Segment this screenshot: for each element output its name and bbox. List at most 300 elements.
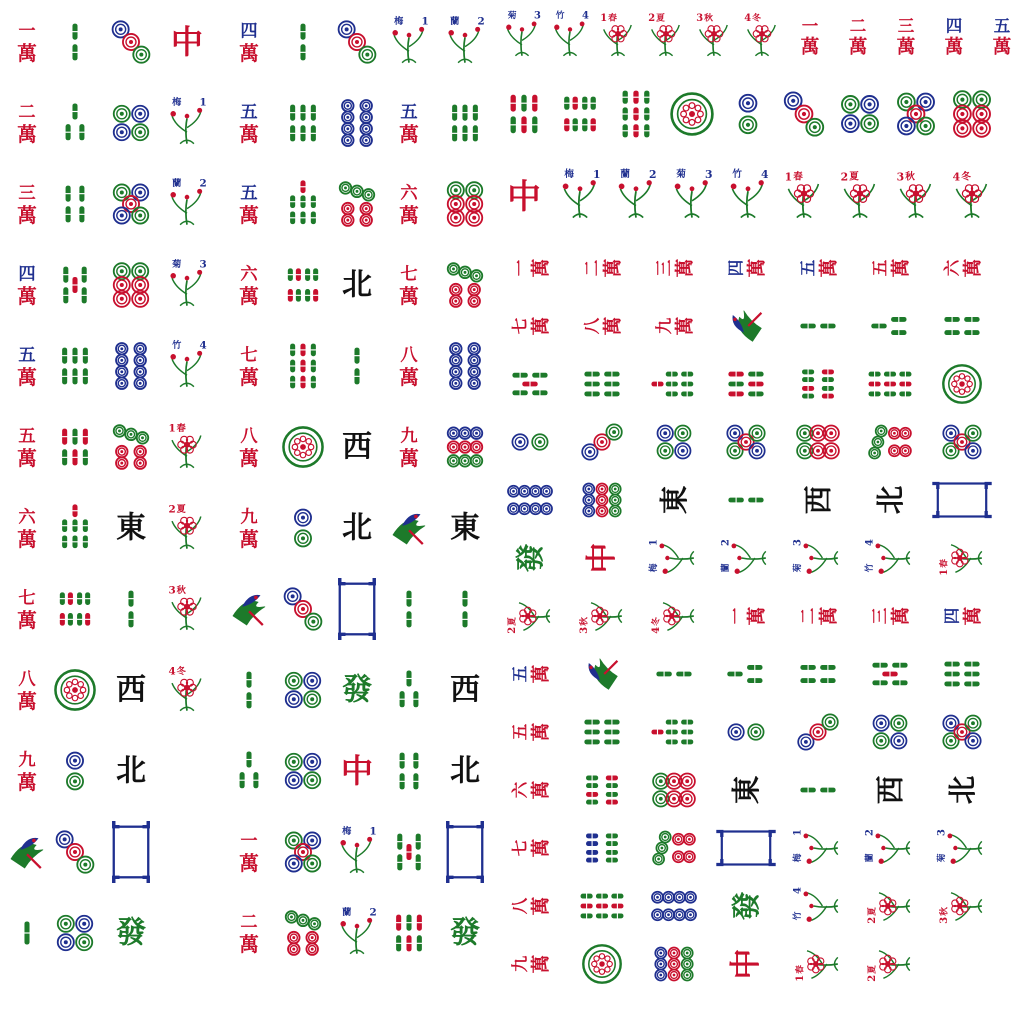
mahjong-tile-fs4[interactable] [644, 594, 704, 638]
mahjong-tile-fs2[interactable] [164, 492, 210, 564]
mahjong-tile-white[interactable] [108, 816, 154, 888]
dot [610, 484, 621, 495]
mahjong-tile-s6r[interactable] [386, 897, 432, 969]
tile-face [442, 87, 488, 159]
mahjong-tile-p3[interactable] [572, 420, 632, 464]
mahjong-tile-m5[interactable] [788, 246, 848, 290]
dot [450, 295, 462, 307]
bamboo-stick [84, 592, 91, 605]
north-wind-glyph: 北 [342, 510, 372, 546]
mahjong-tile-s3[interactable] [52, 87, 98, 159]
mahjong-tile-m6[interactable] [386, 168, 432, 240]
mahjong-tile-s9[interactable] [280, 330, 326, 402]
tile-face [108, 330, 154, 402]
mahjong-tile-west[interactable] [442, 654, 488, 726]
mahjong-tile-s7[interactable] [52, 492, 98, 564]
mahjong-tile-s5[interactable] [860, 652, 920, 696]
mahjong-tile-north[interactable] [442, 735, 488, 807]
mahjong-tile-m3[interactable] [884, 6, 928, 66]
mahjong-tile-s3[interactable] [226, 735, 272, 807]
mahjong-tile-s6[interactable] [442, 87, 488, 159]
bamboo-stick [728, 371, 743, 378]
mahjong-tile-f3[interactable] [788, 536, 848, 580]
mahjong-tile-m6[interactable] [932, 246, 992, 290]
mahjong-tile-fs4[interactable] [164, 654, 210, 726]
mahjong-tile-p3[interactable] [52, 816, 98, 888]
mahjong-tile-m7[interactable] [226, 330, 272, 402]
mahjong-tile-green[interactable] [442, 897, 488, 969]
bamboo-stick [510, 116, 517, 133]
mahjong-tile-m7[interactable] [500, 304, 560, 348]
dot [610, 506, 621, 517]
numeral-glyph: 九 [400, 426, 418, 447]
dot [459, 427, 471, 439]
mahjong-tile-s8[interactable] [52, 573, 98, 645]
west-wind-glyph: 西 [342, 429, 372, 465]
mahjong-tile-s6[interactable] [572, 710, 632, 754]
mahjong-tile-f2[interactable] [716, 536, 776, 580]
tile-face [386, 492, 432, 564]
bamboo-stick [72, 429, 79, 445]
mahjong-tile-m6[interactable] [500, 768, 560, 812]
mahjong-tile-f1[interactable] [164, 87, 210, 159]
mahjong-tile-s7[interactable] [644, 362, 704, 406]
tile-face [334, 654, 380, 726]
mahjong-tile-f3[interactable] [164, 249, 210, 321]
mahjong-tile-p4[interactable] [644, 420, 704, 464]
mahjong-tile-f3[interactable] [932, 826, 992, 870]
mahjong-tile-green[interactable] [716, 884, 776, 928]
mahjong-tile-p5r[interactable] [932, 710, 992, 754]
bamboo-stick [822, 385, 834, 392]
mahjong-tile-east[interactable] [108, 492, 154, 564]
mahjong-tile-s3[interactable] [716, 652, 776, 696]
tile-face [280, 6, 326, 78]
mahjong-tile-m1[interactable] [716, 594, 776, 638]
mahjong-tile-bird[interactable] [716, 304, 776, 348]
tile-face [836, 166, 884, 226]
mahjong-tile-s9[interactable] [572, 884, 632, 928]
numeral-glyph: 六 [400, 183, 418, 204]
mahjong-tile-p8[interactable] [500, 478, 560, 522]
bamboo-stick [884, 391, 896, 398]
mahjong-tile-s6[interactable] [280, 87, 326, 159]
mahjong-tile-bird[interactable] [386, 492, 432, 564]
mahjong-tile-m6[interactable] [4, 492, 50, 564]
mahjong-tile-f2[interactable] [612, 166, 660, 226]
mahjong-tile-p6[interactable] [788, 420, 848, 464]
mahjong-tile-green[interactable] [334, 654, 380, 726]
mahjong-tile-m4[interactable] [226, 6, 272, 78]
mahjong-tile-west[interactable] [860, 768, 920, 812]
tile-face [334, 492, 380, 564]
mahjong-tile-m4[interactable] [4, 249, 50, 321]
mahjong-tile-bird[interactable] [226, 573, 272, 645]
mahjong-tile-north[interactable] [334, 492, 380, 564]
mahjong-tile-m5[interactable] [226, 87, 272, 159]
mahjong-tile-m1[interactable] [788, 6, 832, 66]
mahjong-tile-s8[interactable] [788, 362, 848, 406]
mahjong-tile-p5r[interactable] [932, 420, 992, 464]
mahjong-tile-m8[interactable] [386, 330, 432, 402]
mahjong-tile-p2[interactable] [716, 710, 776, 754]
tile-face [4, 411, 50, 483]
mahjong-tile-p1[interactable] [572, 942, 632, 986]
mahjong-tile-s5[interactable] [52, 249, 98, 321]
bamboo-stick [748, 381, 763, 388]
mahjong-tile-p6[interactable] [948, 84, 996, 144]
mahjong-tile-p9[interactable] [644, 942, 704, 986]
mahjong-tile-south[interactable] [442, 573, 488, 645]
mahjong-tile-fs2[interactable] [500, 594, 560, 638]
mahjong-tile-white[interactable] [442, 816, 488, 888]
mahjong-tile-p7[interactable] [280, 897, 326, 969]
mahjong-tile-p5[interactable] [892, 84, 940, 144]
mahjong-tile-p1[interactable] [932, 362, 992, 406]
mahjong-tile-south[interactable] [334, 330, 380, 402]
mahjong-tile-p6[interactable] [108, 249, 154, 321]
mahjong-tile-f1[interactable] [644, 536, 704, 580]
flower-plant-icon [675, 180, 708, 217]
mahjong-tile-p4[interactable] [280, 654, 326, 726]
mahjong-tile-p6[interactable] [442, 168, 488, 240]
mahjong-tile-north[interactable] [108, 735, 154, 807]
mahjong-tile-p3[interactable] [788, 710, 848, 754]
mahjong-tile-p1[interactable] [52, 654, 98, 726]
mahjong-tile-fs3[interactable] [572, 594, 632, 638]
mahjong-tile-m3[interactable] [644, 246, 704, 290]
mahjong-tile-s5[interactable] [500, 362, 560, 406]
mahjong-tile-fs1[interactable] [164, 411, 210, 483]
dot [286, 911, 298, 923]
mahjong-tile-m2[interactable] [788, 594, 848, 638]
mahjong-tile-p9[interactable] [442, 411, 488, 483]
mahjong-tile-s2[interactable] [52, 6, 98, 78]
mahjong-tile-p3[interactable] [334, 6, 380, 78]
mahjong-tile-red[interactable] [572, 536, 632, 580]
mahjong-tile-m9[interactable] [4, 735, 50, 807]
mahjong-tile-s8b[interactable] [572, 826, 632, 870]
mahjong-tile-f1[interactable] [386, 6, 432, 78]
mahjong-tile-p7r[interactable] [108, 411, 154, 483]
tile-face [860, 942, 920, 986]
tile-face [108, 735, 154, 807]
mahjong-tile-red[interactable] [334, 735, 380, 807]
dot [471, 270, 483, 282]
mahjong-tile-m8[interactable] [572, 304, 632, 348]
tile-face [4, 168, 50, 240]
bamboo-stick [586, 782, 598, 789]
mahjong-tile-s4[interactable] [788, 652, 848, 696]
mahjong-tile-white[interactable] [716, 826, 776, 870]
mahjong-tile-p3[interactable] [780, 84, 828, 144]
mahjong-tile-p1[interactable] [280, 411, 326, 483]
mahjong-tile-f4[interactable] [860, 536, 920, 580]
mahjong-tile-s2[interactable] [644, 652, 704, 696]
mahjong-tile-fs4[interactable] [740, 6, 784, 66]
mahjong-tile-s8[interactable] [572, 768, 632, 812]
mahjong-tile-m9[interactable] [500, 942, 560, 986]
mahjong-tile-m2[interactable] [226, 897, 272, 969]
mahjong-tile-fs3[interactable] [892, 166, 940, 226]
mahjong-tile-red[interactable] [500, 166, 548, 226]
season-glyph: 冬 [752, 13, 761, 24]
mahjong-tile-p8[interactable] [108, 330, 154, 402]
dot [658, 426, 673, 441]
mahjong-tile-s5[interactable] [386, 816, 432, 888]
tile-face [572, 304, 632, 348]
tile-face [932, 478, 992, 522]
mahjong-tile-green[interactable] [500, 536, 560, 580]
mahjong-tile-f3[interactable] [500, 6, 544, 66]
mahjong-tile-p7[interactable] [644, 826, 704, 870]
mahjong-tile-m2[interactable] [572, 246, 632, 290]
mahjong-tile-fs3[interactable] [932, 884, 992, 928]
tile-face [52, 897, 98, 969]
dot [450, 343, 462, 355]
flower-plant-icon [731, 180, 764, 217]
mahjong-tile-white[interactable] [334, 573, 380, 645]
mahjong-tile-s2[interactable] [788, 304, 848, 348]
mahjong-tile-p2[interactable] [52, 735, 98, 807]
mahjong-tile-m7[interactable] [4, 573, 50, 645]
mahjong-tile-s6[interactable] [572, 362, 632, 406]
mahjong-tile-east[interactable] [644, 478, 704, 522]
mahjong-tile-p5[interactable] [280, 816, 326, 888]
mahjong-tile-fs1[interactable] [932, 536, 992, 580]
red-dragon-glyph: 中 [170, 23, 204, 61]
mahjong-tile-p9[interactable] [572, 478, 632, 522]
mahjong-tile-west[interactable] [108, 654, 154, 726]
mahjong-tile-m5[interactable] [226, 168, 272, 240]
mahjong-tile-p8[interactable] [334, 87, 380, 159]
mahjong-tile-south[interactable] [788, 768, 848, 812]
mahjong-tile-fs2[interactable] [644, 6, 688, 66]
mahjong-tile-s8[interactable] [556, 84, 604, 144]
mahjong-tile-m3[interactable] [860, 594, 920, 638]
numeral-glyph: 六 [240, 264, 258, 285]
mahjong-tile-s9[interactable] [612, 84, 660, 144]
dot [530, 486, 541, 497]
mahjong-tile-f3[interactable] [668, 166, 716, 226]
mahjong-tile-f1[interactable] [788, 826, 848, 870]
mahjong-tile-p4[interactable] [280, 735, 326, 807]
mahjong-tile-s2[interactable] [226, 654, 272, 726]
mahjong-tile-p2[interactable] [724, 84, 772, 144]
mahjong-tile-m7[interactable] [386, 249, 432, 321]
mahjong-tile-f4[interactable] [164, 330, 210, 402]
mahjong-tile-bird[interactable] [572, 652, 632, 696]
tile-face [500, 942, 560, 986]
mahjong-tile-p4[interactable] [108, 87, 154, 159]
mahjong-tile-p7r[interactable] [334, 168, 380, 240]
mahjong-tile-m6[interactable] [226, 249, 272, 321]
flower-glyph: 蘭 [620, 168, 630, 180]
mahjong-tile-s6r[interactable] [52, 411, 98, 483]
dot [606, 424, 621, 439]
bamboo-stick [300, 376, 307, 389]
mahjong-tile-m8[interactable] [500, 884, 560, 928]
mahjong-tile-s6[interactable] [52, 330, 98, 402]
tile-face [716, 420, 776, 464]
mahjong-tile-s4[interactable] [932, 304, 992, 348]
mahjong-tile-bird[interactable] [4, 816, 50, 888]
mahjong-tile-fs1[interactable] [788, 942, 848, 986]
bamboo-stick [747, 677, 762, 684]
flower-plant-icon [448, 27, 480, 63]
mahjong-tile-f2[interactable] [334, 897, 380, 969]
mahjong-tile-s8[interactable] [280, 249, 326, 321]
mahjong-tile-east[interactable] [442, 492, 488, 564]
mahjong-tile-p4[interactable] [836, 84, 884, 144]
mahjong-tile-m8[interactable] [226, 411, 272, 483]
dot [943, 733, 958, 748]
bamboo-stick [728, 391, 743, 398]
bamboo-stick [354, 368, 361, 384]
mahjong-tile-south[interactable] [108, 573, 154, 645]
mahjong-tile-p4[interactable] [52, 897, 98, 969]
mahjong-tile-f2[interactable] [860, 826, 920, 870]
tile-face [442, 249, 488, 321]
mahjong-tile-red[interactable] [716, 942, 776, 986]
mahjong-tile-m1[interactable] [226, 816, 272, 888]
mahjong-tile-west[interactable] [334, 411, 380, 483]
mahjong-tile-fs3[interactable] [164, 573, 210, 645]
dot [306, 943, 318, 955]
mahjong-tile-m4[interactable] [932, 6, 976, 66]
mahjong-tile-p5[interactable] [716, 420, 776, 464]
mahjong-tile-s6r[interactable] [500, 84, 548, 144]
man-glyph: 萬 [848, 36, 868, 58]
mahjong-tile-m1[interactable] [4, 6, 50, 78]
mahjong-tile-m2[interactable] [4, 87, 50, 159]
mahjong-tile-m4[interactable] [932, 594, 992, 638]
mahjong-tile-s2[interactable] [280, 6, 326, 78]
mahjong-tile-m5r[interactable] [500, 710, 560, 754]
mahjong-tile-fs3[interactable] [692, 6, 736, 66]
mahjong-tile-p8[interactable] [644, 884, 704, 928]
mahjong-tile-north[interactable] [860, 478, 920, 522]
mahjong-tile-fs2[interactable] [836, 166, 884, 226]
mahjong-tile-m5r[interactable] [4, 411, 50, 483]
mahjong-tile-f4[interactable] [724, 166, 772, 226]
flower-plant-icon [340, 837, 372, 873]
bamboo-stick [416, 915, 423, 931]
mahjong-tile-m2[interactable] [836, 6, 880, 66]
mahjong-tile-f4[interactable] [788, 884, 848, 928]
mahjong-tile-m9[interactable] [226, 492, 272, 564]
tile-face [386, 249, 432, 321]
dot [342, 123, 354, 135]
mahjong-tile-p5[interactable] [108, 168, 154, 240]
mahjong-tile-p8[interactable] [442, 330, 488, 402]
mahjong-tile-m3[interactable] [4, 168, 50, 240]
mahjong-tile-green[interactable] [108, 897, 154, 969]
mahjong-tile-f1[interactable] [334, 816, 380, 888]
mahjong-tile-s6[interactable] [932, 652, 992, 696]
dot [468, 378, 480, 390]
mahjong-tile-fs4[interactable] [948, 166, 996, 226]
mahjong-tile-s1[interactable] [4, 897, 50, 969]
mahjong-tile-p4[interactable] [860, 710, 920, 754]
mahjong-tile-p3[interactable] [280, 573, 326, 645]
mahjong-tile-s4[interactable] [386, 735, 432, 807]
mahjong-tile-m5[interactable] [4, 330, 50, 402]
mahjong-tile-m8[interactable] [4, 654, 50, 726]
mahjong-tile-p2[interactable] [280, 492, 326, 564]
mahjong-tile-f2[interactable] [164, 168, 210, 240]
mahjong-tile-east[interactable] [716, 768, 776, 812]
mahjong-tile-s6r[interactable] [716, 362, 776, 406]
season-flower-icon [700, 25, 728, 56]
mahjong-tile-p2[interactable] [500, 420, 560, 464]
mahjong-tile-p6[interactable] [644, 768, 704, 812]
mahjong-tile-fs1[interactable] [596, 6, 640, 66]
tile-face [724, 84, 772, 144]
mahjong-tile-north[interactable] [932, 768, 992, 812]
mahjong-tile-m5[interactable] [980, 6, 1024, 66]
dot [114, 124, 130, 140]
mahjong-tile-p3[interactable] [108, 6, 154, 78]
tile-face [108, 573, 154, 645]
tile-face [226, 573, 272, 645]
north-wind-glyph: 北 [450, 753, 480, 789]
mahjong-tile-west[interactable] [788, 478, 848, 522]
mahjong-tile-m1[interactable] [500, 246, 560, 290]
bamboo-stick [822, 393, 834, 400]
man-glyph: 萬 [602, 258, 624, 278]
mahjong-tile-f2[interactable] [442, 6, 488, 78]
mahjong-tile-m9[interactable] [386, 411, 432, 483]
one-circle-icon [55, 670, 94, 709]
mahjong-tile-s4[interactable] [52, 168, 98, 240]
mahjong-tile-p1[interactable] [668, 84, 716, 144]
mahjong-tile-red[interactable] [164, 6, 210, 78]
dot [309, 918, 321, 930]
mahjong-tile-fs1[interactable] [780, 166, 828, 226]
mahjong-tile-s7[interactable] [644, 710, 704, 754]
mahjong-tile-s7[interactable] [280, 168, 326, 240]
mahjong-tile-f4[interactable] [548, 6, 592, 66]
mahjong-tile-s2[interactable] [386, 573, 432, 645]
mahjong-tile-fs2[interactable] [860, 884, 920, 928]
flower-number: 3 [705, 167, 713, 181]
mahjong-tile-m5[interactable] [500, 652, 560, 696]
mahjong-tile-s3[interactable] [386, 654, 432, 726]
tile-face [788, 768, 848, 812]
mahjong-tile-south[interactable] [716, 478, 776, 522]
bamboo-stick [406, 670, 413, 686]
mahjong-tile-white[interactable] [932, 478, 992, 522]
mahjong-tile-fs2[interactable] [860, 942, 920, 986]
mahjong-tile-m7[interactable] [500, 826, 560, 870]
mahjong-tile-north[interactable] [334, 249, 380, 321]
mahjong-tile-m4[interactable] [716, 246, 776, 290]
mahjong-tile-m5[interactable] [386, 87, 432, 159]
mahjong-tile-p7[interactable] [442, 249, 488, 321]
mahjong-tile-f1[interactable] [556, 166, 604, 226]
mahjong-tile-p7[interactable] [860, 420, 920, 464]
mahjong-tile-m5r[interactable] [860, 246, 920, 290]
mahjong-tile-s9[interactable] [860, 362, 920, 406]
tile-face [644, 420, 704, 464]
mahjong-tile-s3[interactable] [860, 304, 920, 348]
dot [116, 457, 128, 469]
mahjong-tile-m9[interactable] [644, 304, 704, 348]
tile-face [164, 6, 210, 78]
bamboo-stick [289, 376, 296, 389]
man-glyph: 萬 [530, 896, 552, 916]
